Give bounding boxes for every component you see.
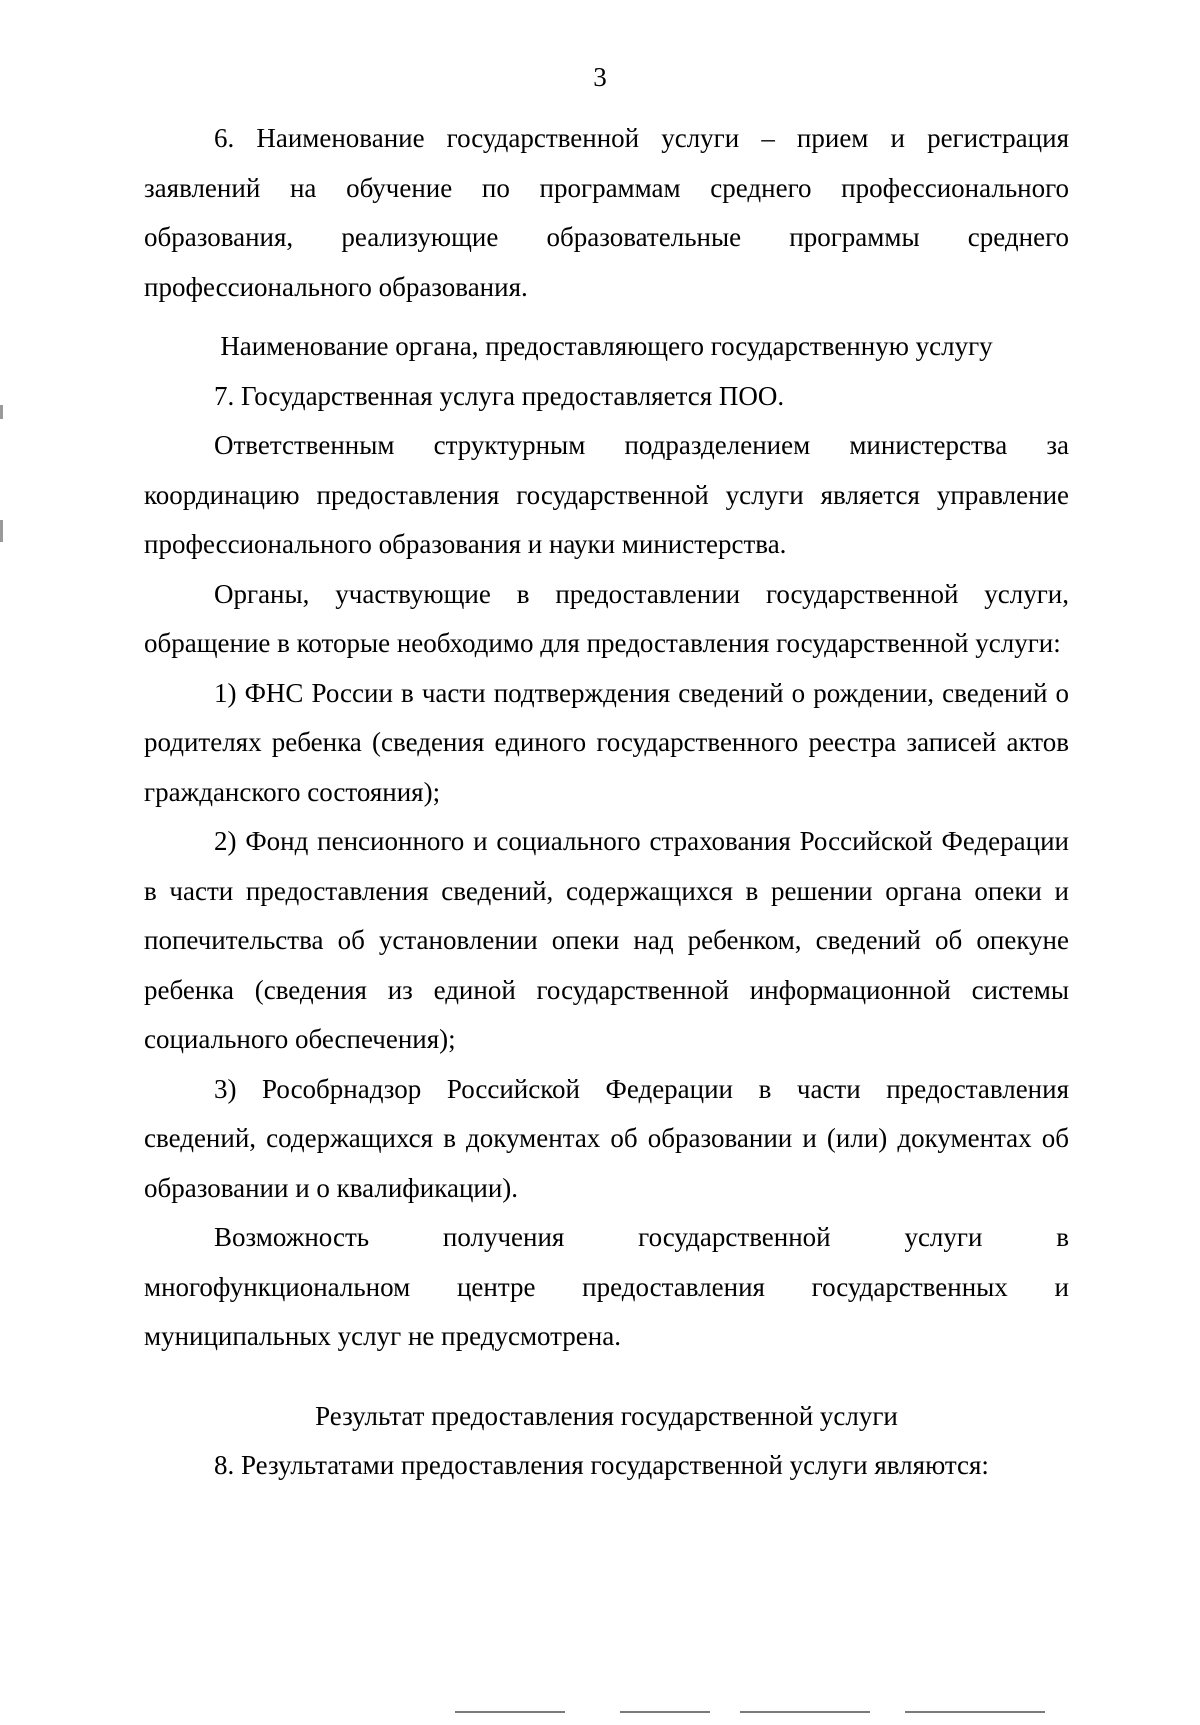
section-heading-result: Результат предоставления государственной услуги bbox=[315, 1400, 898, 1431]
page-number: 3 bbox=[593, 62, 607, 92]
list-item-pension-fund: 2) Фонд пенсионного и социального страхования Российской Федерации в части предоставления сведений, содержащихся в решении органа опеки и попечительства об установлении опеки над ребенком, сведений об опекуне ребенка (сведения из единой государственной информационной системы социального обеспечения); bbox=[144, 826, 1069, 1054]
scan-bottom-rule bbox=[455, 1711, 565, 1713]
paragraph-participating-bodies: Органы, участвующие в предоставлении государственной услуги, обращение в которые необходимо для предоставления государственной услуги: bbox=[144, 578, 1069, 658]
scan-edge-mark bbox=[0, 405, 3, 419]
scan-bottom-rule bbox=[620, 1711, 710, 1713]
paragraph-provider: 7. Государственная услуга предоставляется ПОО. bbox=[214, 380, 785, 411]
paragraph-results: 8. Результатами предоставления государственной услуги являются: bbox=[214, 1450, 989, 1480]
paragraph-responsible-unit: Ответственным структурным подразделением министерства за координацию предоставления государственной услуги является управление профессионального образования и науки министерства. bbox=[144, 430, 1069, 559]
scan-bottom-rule bbox=[905, 1711, 1045, 1713]
list-item-rosobrnadzor: 3) Рособрнадзор Российской Федерации в части предоставления сведений, содержащихся в документах об образовании и (или) документах об образовании и о квалификации). bbox=[144, 1073, 1069, 1203]
paragraph-mfc: Возможность получения государственной услуги в многофункциональном центре предоставления государственных и муниципальных услуг не предусмотрена. bbox=[144, 1222, 1069, 1351]
paragraph-service-name: 6. Наименование государственной услуги – прием и регистрация заявлений на обучение по программам среднего профессионального образования, реализующие образовательные программы среднего профессионального образования. bbox=[144, 123, 1069, 302]
document-body bbox=[144, 114, 1069, 1491]
scan-edge-mark bbox=[0, 520, 3, 542]
section-heading-authority: Наименование органа, предоставляющего государственную услугу bbox=[220, 331, 993, 361]
scan-bottom-rule bbox=[740, 1711, 870, 1713]
list-item-fns: 1) ФНС России в части подтверждения сведений о рождении, сведений о родителях ребенка (сведения единого государственного реестра записей актов гражданского состояния); bbox=[144, 677, 1069, 807]
